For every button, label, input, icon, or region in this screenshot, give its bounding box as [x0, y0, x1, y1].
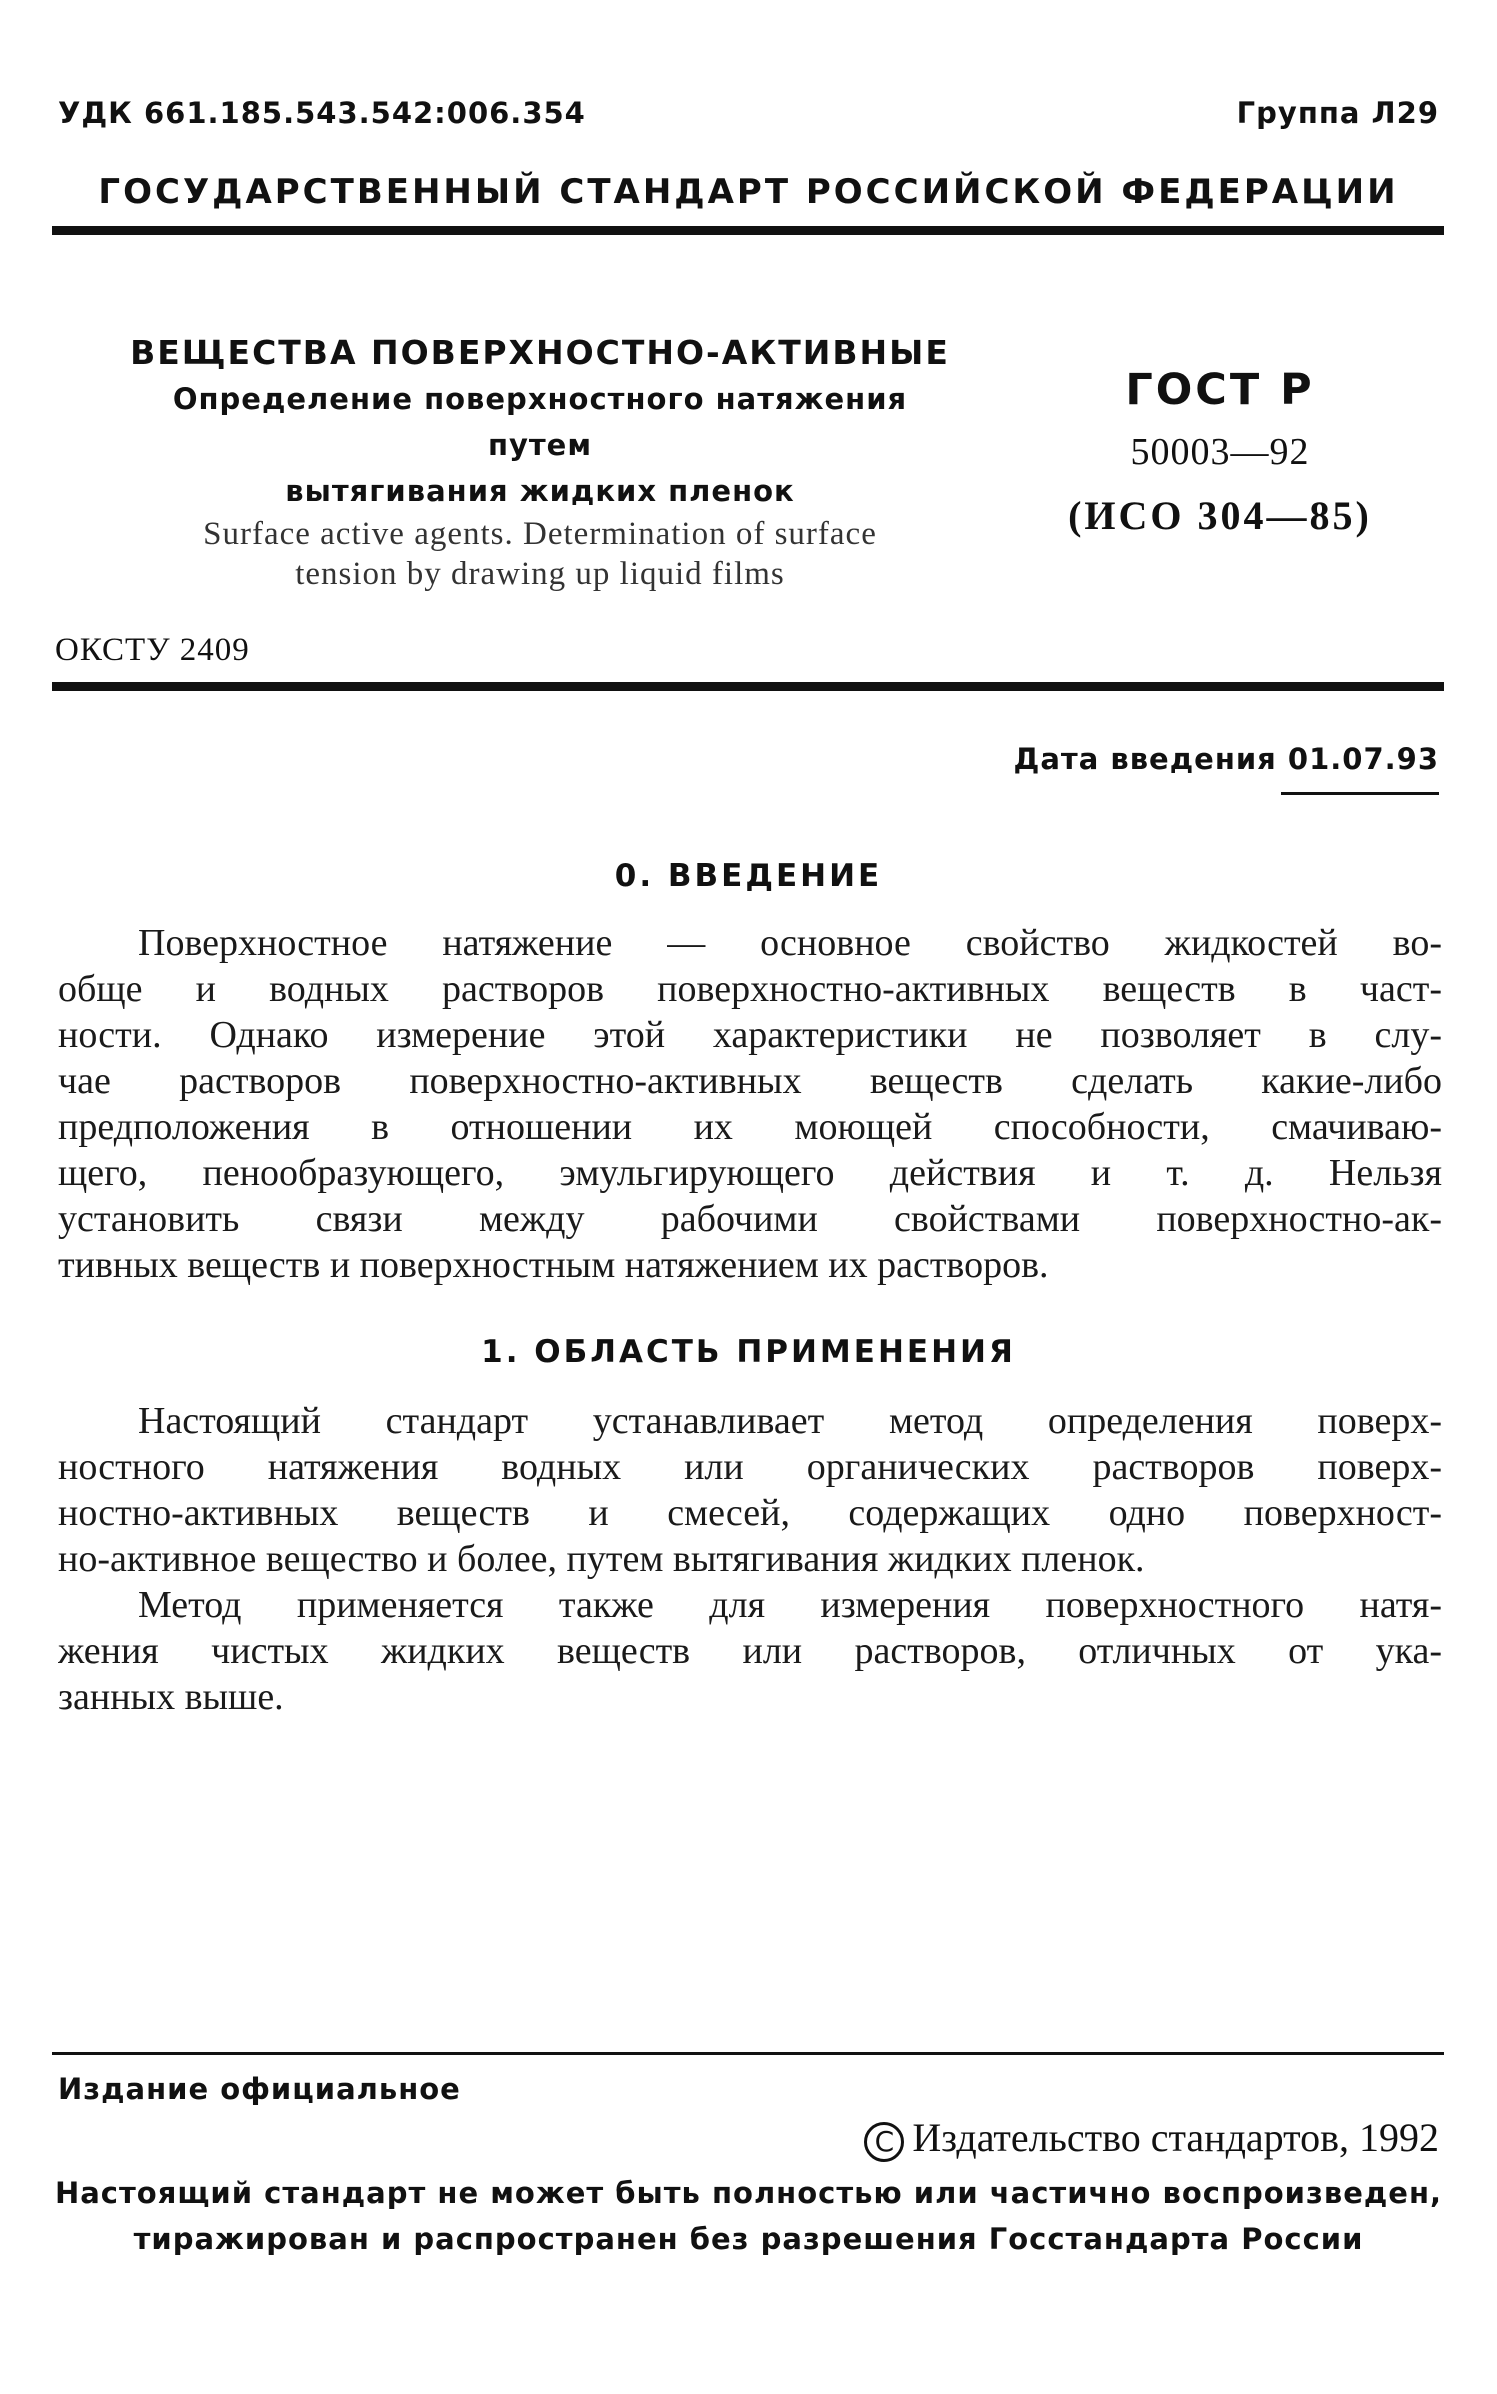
- text-line: Поверхностное натяжение — основное свойство жидкостей во-: [138, 922, 1442, 964]
- date-underline: [1281, 792, 1439, 795]
- oksty-code: ОКСТУ 2409: [55, 632, 250, 668]
- text-line: установить связи между рабочими свойствами поверхностно-ак-: [58, 1198, 1442, 1240]
- introduction-date: Дата введения 01.07.93: [1013, 742, 1439, 776]
- udk-code: УДК 661.185.543.542:006.354: [58, 96, 586, 130]
- subtitle-ru-line1: Определение поверхностного натяжения путем: [172, 382, 908, 462]
- text-line: тивных веществ и поверхностным натяжением их растворов.: [58, 1244, 1049, 1286]
- text-line: Метод применяется также для измерения поверхностного натя-: [138, 1584, 1442, 1626]
- state-standard-title: ГОСУДАРСТВЕННЫЙ СТАНДАРТ РОССИЙСКОЙ ФЕДЕРАЦИИ: [98, 172, 1399, 212]
- document-title: ВЕЩЕСТВА ПОВЕРХНОСТНО-АКТИВНЫЕ: [130, 333, 950, 372]
- text-line: чае растворов поверхностно-активных веществ сделать какие-либо: [58, 1060, 1442, 1102]
- reproduction-notice: [0, 2170, 1497, 2262]
- section-heading-introduction: 0. ВВЕДЕНИЕ: [614, 858, 883, 894]
- text-line: жения чистых жидких веществ или растворов, отличных от ука-: [58, 1630, 1442, 1672]
- group-code: Группа Л29: [1236, 96, 1439, 130]
- copyright-icon: C: [864, 2122, 904, 2162]
- gost-designation: [1040, 360, 1400, 548]
- iso-reference: (ИСО 304—85): [1068, 493, 1372, 538]
- text-line: щего, пенообразующего, эмульгирующего действия и т. д. Нельзя: [58, 1152, 1442, 1194]
- scope-paragraph: [58, 1398, 1442, 1720]
- title-divider: [52, 682, 1444, 691]
- text-line: Настоящий стандарт устанавливает метод определения поверх-: [138, 1400, 1442, 1442]
- copyright: [864, 2114, 1439, 2162]
- copyright-text: Издательство стандартов, 1992: [912, 2115, 1439, 2160]
- gost-number: 50003—92: [1130, 431, 1310, 473]
- gost-code: ГОСТ Р: [1125, 365, 1315, 415]
- text-line: обще и водных растворов поверхностно-активных веществ в част-: [58, 968, 1442, 1010]
- notice-line2: тиражирован и распространен без разрешения Госстандарта России: [133, 2222, 1364, 2256]
- text-line: ностно-активных веществ и смесей, содержащих одно поверхност-: [58, 1492, 1442, 1534]
- subtitle-en-line1: Surface active agents. Determination of surface: [203, 516, 877, 552]
- title-block: [120, 330, 960, 594]
- subtitle-en-line2: tension by drawing up liquid films: [295, 556, 785, 592]
- section-heading-scope: 1. ОБЛАСТЬ ПРИМЕНЕНИЯ: [481, 1334, 1016, 1370]
- text-line: ности. Однако измерение этой характеристики не позволяет в слу-: [58, 1014, 1442, 1056]
- text-line: ностного натяжения водных или органических растворов поверх-: [58, 1446, 1442, 1488]
- subtitle-ru-line2: вытягивания жидких пленок: [285, 474, 795, 508]
- text-line: но-активное вещество и более, путем вытягивания жидких пленок.: [58, 1538, 1145, 1580]
- footer-divider: [52, 2052, 1444, 2055]
- official-edition-label: Издание официальное: [58, 2072, 461, 2106]
- text-line: занных выше.: [58, 1676, 284, 1718]
- header-divider: [52, 226, 1444, 235]
- introduction-paragraph: [58, 920, 1442, 1288]
- text-line: предположения в отношении их моющей способности, смачиваю-: [58, 1106, 1442, 1148]
- notice-line1: Настоящий стандарт не может быть полностью или частично воспроизведен,: [54, 2176, 1443, 2210]
